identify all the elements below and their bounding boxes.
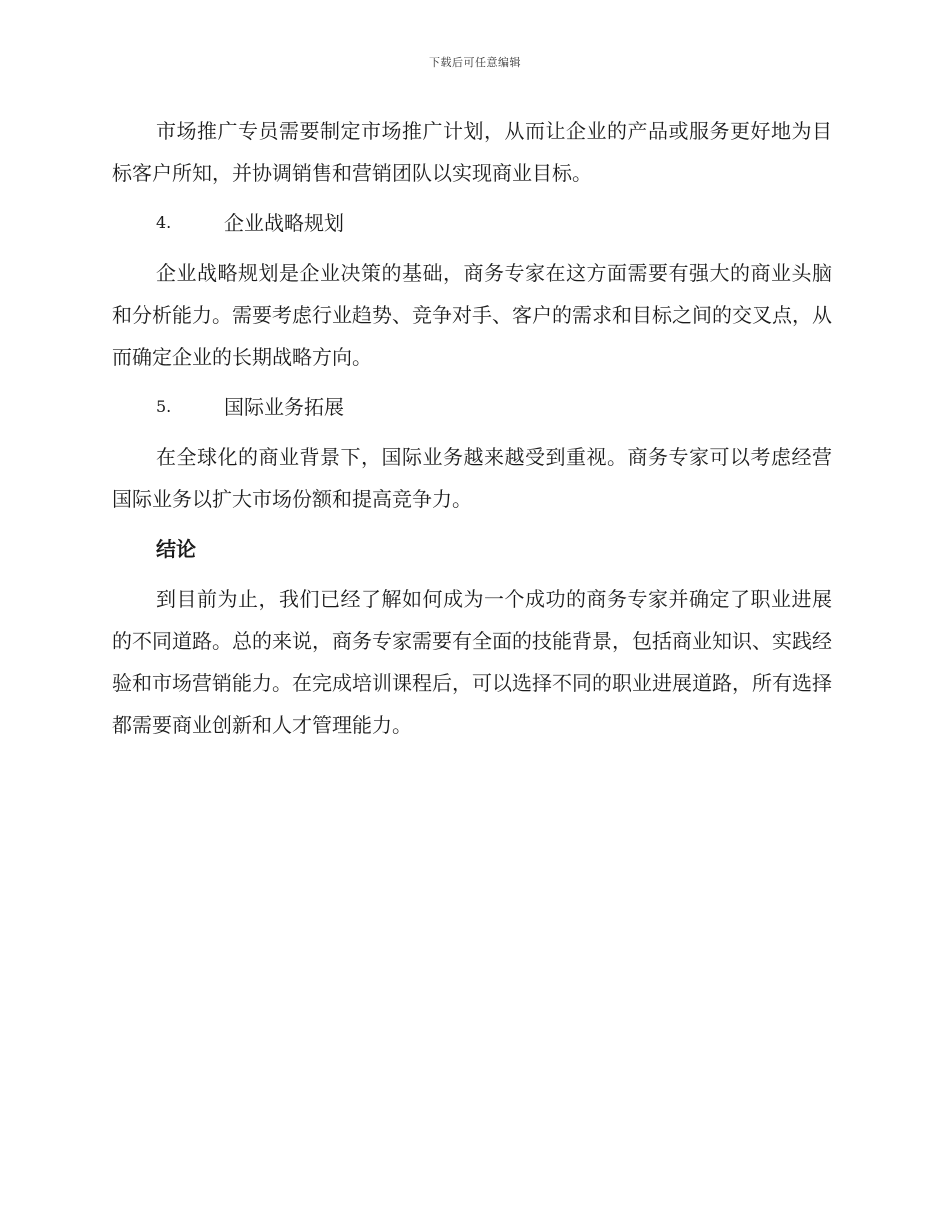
paragraph-conclusion: 到目前为止，我们已经了解如何成为一个成功的商务专家并确定了职业进展的不同道路。总的来说，商务专家需要有全面的技能背景，包括商业知识、实践经验和市场营销能力。在完成培训课程后，可以选择不同的职业进展道路，所有选择都需要商业创新和人才管理能力。 (112, 587, 832, 737)
list-item-number: 5. (156, 397, 172, 416)
list-item-title: 企业战略规划 (224, 211, 344, 235)
list-item-strategy (112, 202, 832, 244)
page-header: 下载后可任意编辑 (429, 56, 521, 69)
conclusion-heading: 结论 (156, 537, 196, 561)
paragraph-international: 在全球化的商业背景下，国际业务越来越受到重视。商务专家可以考虑经营国际业务以扩大市场份额和提高竞争力。 (112, 445, 832, 511)
paragraph-strategy: 企业战略规划是企业决策的基础，商务专家在这方面需要有强大的商业头脑和分析能力。需要考虑行业趋势、竞争对手、客户的需求和目标之间的交叉点，从而确定企业的长期战略方向。 (112, 261, 832, 369)
document-body (112, 110, 832, 746)
list-item-number: 4. (156, 213, 172, 232)
paragraph-marketing: 市场推广专员需要制定市场推广计划，从而让企业的产品或服务更好地为目标客户所知，并协调销售和营销团队以实现商业目标。 (112, 119, 832, 185)
list-item-title: 国际业务拓展 (224, 395, 344, 419)
list-item-international (112, 386, 832, 428)
